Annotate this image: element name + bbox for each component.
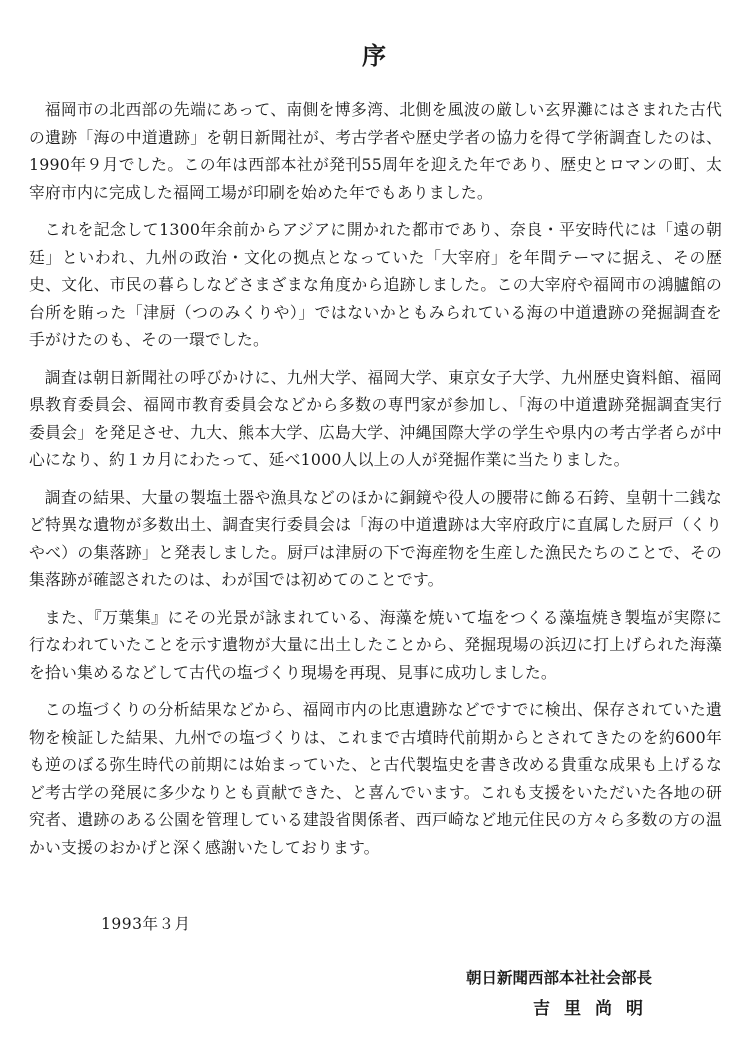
document-body <box>29 96 722 871</box>
author-organization: 朝日新聞西部本社社会部長 <box>466 968 653 987</box>
paragraph-1: 福岡市の北西部の先端にあって、南側を博多湾、北側を風波の厳しい玄界灘にはさまれた古代の遺跡「海の中道遺跡」を朝日新聞社が、考古学者や歴史学者の協力を得て学術調査したのは、1990年９月でした。この年は西部本社が発刊55周年を迎えた年であり、歴史とロマンの町、太宰府市内に完成した福岡工場が印刷を始めた年でもありました。 <box>29 100 722 202</box>
paragraph-4: 調査の結果、大量の製塩土器や漁具などのほかに銅鏡や役人の腰帯に飾る石銙、皇朝十二銭など特異な遺物が多数出土、調査実行委員会は「海の中道遺跡は大宰府政庁に直属した厨戸（くりやべ）の集落跡」と発表しました。厨戸は津厨の下で海産物を生産した漁民たちのことで、その集落跡が確認されたのは、わが国では初めてのことです。 <box>29 487 722 589</box>
paragraph-5: また、『万葉集』にその光景が詠まれている、海藻を焼いて塩をつくる藻塩焼き製塩が実際に行なわれていたことを示す遺物が大量に出土したことから、発掘現場の浜辺に打上げられた海藻を拾い集めるなどして古代の塩づくり現場を再現、見事に成功しました。 <box>29 607 722 682</box>
page-title: 序 <box>362 41 388 70</box>
document-date: 1993年３月 <box>101 915 191 933</box>
paragraph-2: これを記念して1300年余前からアジアに開かれた都市であり、奈良・平安時代には「遠の朝廷」といわれ、九州の政治・文化の拠点となっていた「大宰府」を年間テーマに据え、その歴史、文化、市民の暮らしなどさまざまな角度から追跡しました。この大宰府や福岡市の鴻臚館の台所を賄った「津厨（つのみくりや）」ではないかともみられている海の中道遺跡の発掘調査を手がけたのも、その一環でした。 <box>29 220 722 349</box>
author-name: 吉里尚明 <box>533 999 657 1019</box>
paragraph-3: 調査は朝日新聞社の呼びかけに、九州大学、福岡大学、東京女子大学、九州歴史資料館、福岡県教育委員会、福岡市教育委員会などから多数の専門家が参加し、「海の中道遺跡発掘調査実行委員会」を発足させ、九大、熊本大学、広島大学、沖縄国際大学の学生や県内の考古学者らが中心になり、約１カ月にわたって、延べ1000人以上の人が発掘作業に当たりました。 <box>29 367 722 469</box>
paragraph-6: この塩づくりの分析結果などから、福岡市内の比恵遺跡などですでに検出、保存されていた遺物を検証した結果、九州での塩づくりは、これまで古墳時代前期からとされてきたのを約600年も逆のぼる弥生時代の前期には始まっていた、と古代製塩史を書き改める貴重な成果も上げるなど考古学の発展に多少なりとも貢献できた、と喜んでいます。これも支援をいただいた各地の研究者、遺跡のある公園を管理している建設省関係者、西戸崎など地元住民の方々ら多数の方の温かい支援のおかげと深く感謝いたしております。 <box>29 700 722 857</box>
